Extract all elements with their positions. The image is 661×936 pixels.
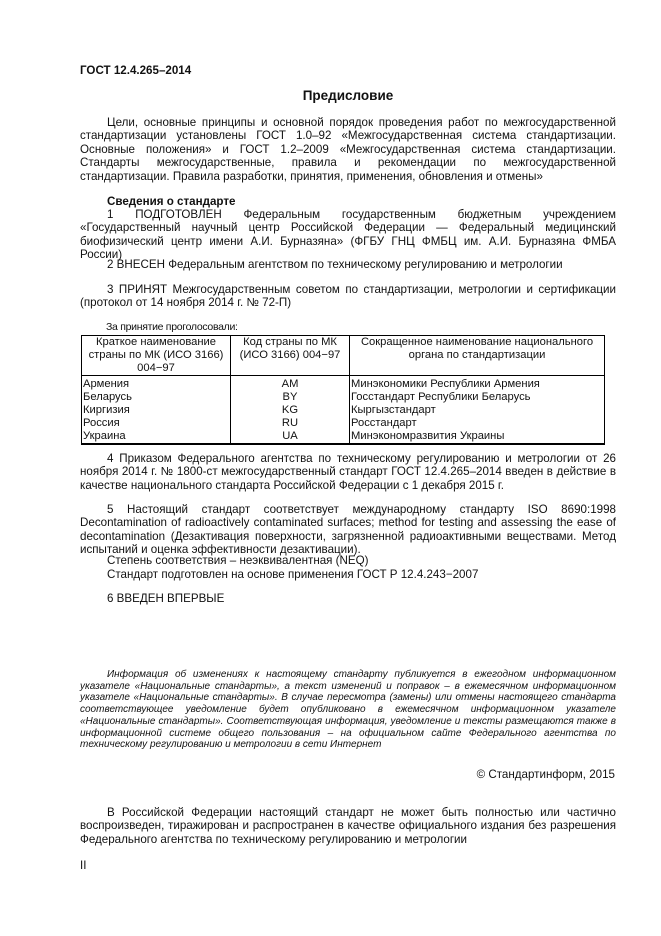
body-cell: Минэкономики Республики Армения: [350, 376, 605, 392]
column-header: Сокращенное наименование национального органа по стандартизации: [350, 336, 605, 376]
table-row: [82, 391, 605, 404]
document-id-header: ГОСТ 12.4.265–2014: [80, 64, 192, 77]
code-cell: UA: [231, 430, 350, 444]
copyright: © Стандартинформ, 2015: [476, 768, 615, 781]
code-cell: BY: [231, 391, 350, 404]
vote-label: За принятие проголосовали:: [106, 321, 238, 333]
table-row: [82, 404, 605, 417]
vote-table: [81, 335, 605, 445]
page-number: II: [80, 859, 87, 872]
item-6-introduced: 6 ВВЕДЕН ВПЕРВЫЕ: [107, 592, 225, 605]
code-cell: AM: [231, 376, 350, 392]
item-5-basis: Стандарт подготовлен на основе применения ГОСТ Р 12.4.243−2007: [107, 568, 479, 581]
item-2-submitted: 2 ВНЕСЕН Федеральным агентством по техническому регулированию и метрологии: [107, 258, 563, 271]
intro-paragraph: Цели, основные принципы и основной порядок проведения работ по межгосударственной стандартизации установлены ГОСТ 1.0–92 «Межгосударственная система стандартизации. Основные положения» и ГОСТ 1.2–2009 «Межгосударственная система стандартизации. Стандарты межгосударственные, правила и рекомендации по межгосударственной стандартизации. Правила разработки, принятия, применения, обновления и отмены»: [80, 116, 616, 183]
table-row: [82, 430, 605, 444]
body-cell: Росстандарт: [350, 417, 605, 430]
table-row: [82, 417, 605, 430]
body-cell: Минэкономразвития Украины: [350, 430, 605, 444]
column-header: Код страны по МК (ИСО 3166) 004−97: [231, 336, 350, 376]
code-cell: RU: [231, 417, 350, 430]
page-title: Предисловие: [302, 88, 394, 103]
country-cell: Киргизия: [82, 404, 231, 417]
item-4-order: 4 Приказом Федерального агентства по техническому регулированию и метрологии от 26 ноября 2014 г. № 1800-ст межгосударственный стандарт ГОСТ 12.4.265–2014 введен в действие в качестве национального стандарта Российской Федерации с 1 декабря 2015 г.: [80, 452, 616, 492]
country-cell: Украина: [82, 430, 231, 444]
country-cell: Беларусь: [82, 391, 231, 404]
table-header-row: [82, 336, 605, 376]
info-heading: Сведения о стандарте: [107, 195, 236, 208]
country-cell: Армения: [82, 376, 231, 392]
country-cell: Россия: [82, 417, 231, 430]
item-1-prepared: 1 ПОДГОТОВЛЕН Федеральным государственным бюджетным учреждением «Государственный научный центр Российской Федерации — Федеральный медицинский биофизический центр имени А.И. Бурназяна» (ФГБУ ГНЦ ФМБЦ им. А.И. Бурназяна ФМБА России): [80, 208, 616, 262]
table-row: [82, 376, 605, 392]
changes-info-notice: Информация об изменениях к настоящему стандарту публикуется в ежегодном информационном указателе «Национальные стандарты», а текст изменений и поправок – в ежемесячном информационном указателе «Национальные стандарты». В случае пересмотра (замены) или отмены настоящего стандарта соответствующее уведомление будет опубликовано в ежемесячном информационном указателе «Национальные стандарты». Соответствующая информация, уведомление и тексты размещаются также в информационной системе общего пользования – на официальном сайте Федерального агентства по техническому регулированию и метрологии в сети Интернет: [80, 669, 616, 751]
column-header: Краткое наименование страны по МК (ИСО 3166) 004−97: [82, 336, 231, 376]
item-5-degree: Степень соответствия – неэквивалентная (NEQ): [107, 554, 369, 567]
body-cell: Кыргызстандарт: [350, 404, 605, 417]
body-cell: Госстандарт Республики Беларусь: [350, 391, 605, 404]
reproduction-notice: В Российской Федерации настоящий стандарт не может быть полностью или частично воспроизведен, тиражирован и распространен в качестве официального издания без разрешения Федерального агентства по техническому регулированию и метрологии: [80, 806, 616, 846]
code-cell: KG: [231, 404, 350, 417]
item-3-adopted: 3 ПРИНЯТ Межгосударственным советом по стандартизации, метрологии и сертификации (протокол от 14 ноября 2014 г. № 72-П): [80, 283, 616, 310]
item-5-correspondence: 5 Настоящий стандарт соответствует международному стандарту ISO 8690:1998 Decontamination of radioactively contaminated surfaces; method for testing and assessing the ease of decontamination (Дезактивация поверхности, загрязненной радиоактивными веществами. Метод испытаний и оценка эффективности дезактивации).: [80, 503, 616, 557]
